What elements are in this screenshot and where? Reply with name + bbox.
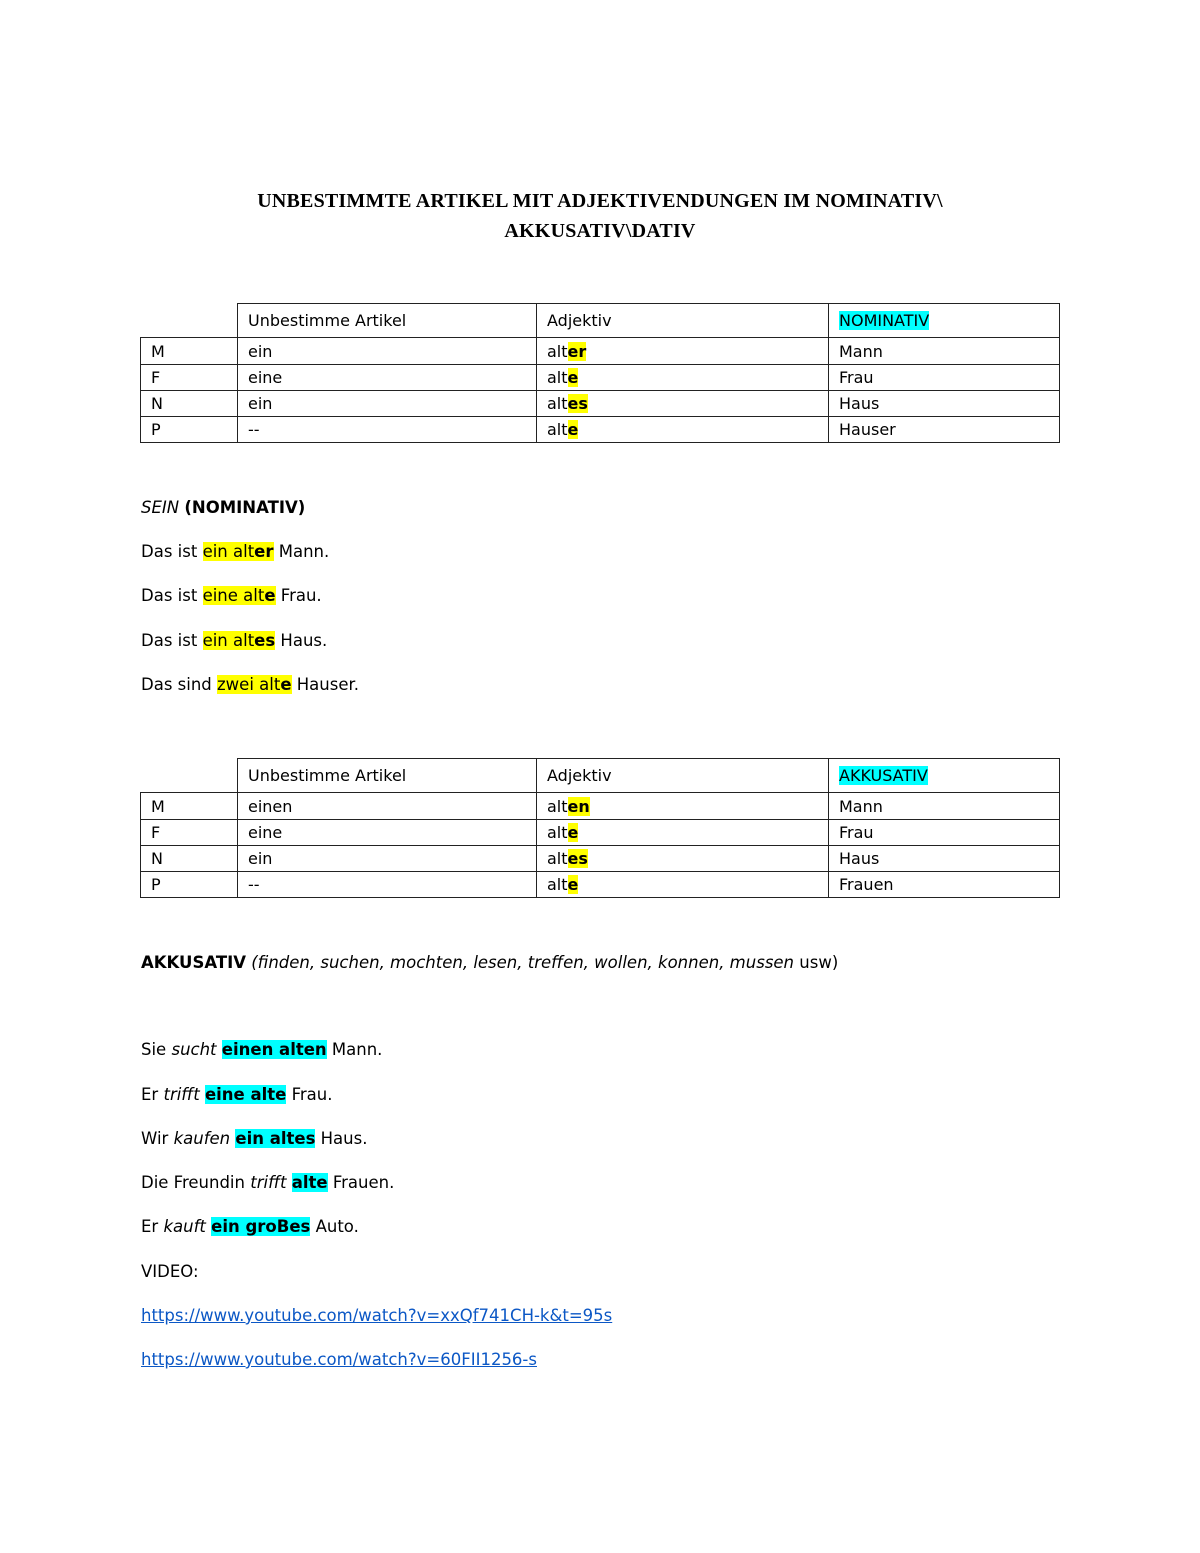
- case-label-highlight: AKKUSATIV: [839, 766, 928, 785]
- table-row: [141, 391, 1060, 417]
- sentence-highlight: ein altes: [235, 1129, 316, 1148]
- sentence-highlight: alte: [291, 1173, 328, 1192]
- gender-cell: F: [141, 820, 238, 846]
- akkusativ-heading-verbs: (finden, suchen, mochten, lesen, treffen, wollen, konnen, mussen: [251, 953, 795, 972]
- sentence-highlight: einen alten: [221, 1040, 327, 1059]
- sentence-subject: Die Freundin: [141, 1173, 251, 1192]
- gender-cell: F: [141, 365, 238, 391]
- akkusativ-sentence: [141, 1172, 394, 1194]
- sein-sentence: [141, 541, 329, 563]
- sein-sentence: [141, 630, 327, 652]
- video-link-1-line: [141, 1305, 612, 1327]
- gender-cell: M: [141, 793, 238, 820]
- highlight-plain: zwei alt: [217, 675, 281, 694]
- noun-cell: Hauser: [829, 417, 1060, 443]
- sentence-suffix: Mann.: [273, 542, 330, 561]
- sentence-subject: Sie: [141, 1040, 172, 1059]
- video-link-1[interactable]: https://www.youtube.com/watch?v=xxQf741CH-k&t=95s: [141, 1306, 613, 1325]
- video-link-2[interactable]: https://www.youtube.com/watch?v=60FII1256-s: [141, 1350, 537, 1369]
- gender-cell: N: [141, 391, 238, 417]
- article-cell: --: [238, 417, 537, 443]
- sentence-verb: kaufen: [173, 1129, 231, 1148]
- sentence-prefix: Das ist: [141, 631, 203, 650]
- sentence-suffix: Haus.: [275, 631, 328, 650]
- adjective-stem: alt: [547, 368, 568, 387]
- adjective-ending: e: [567, 420, 579, 439]
- noun-cell: Haus: [829, 846, 1060, 872]
- adjective-ending: e: [567, 368, 579, 387]
- highlight-plain: eine alt: [202, 586, 265, 605]
- table-row: [141, 338, 1060, 365]
- header-cell-empty: [141, 304, 238, 338]
- table-row: [141, 820, 1060, 846]
- document-title: [140, 186, 1060, 246]
- sentence-verb: trifft: [163, 1085, 200, 1104]
- highlight-plain: ein alt: [202, 631, 255, 650]
- adjective-cell: [537, 820, 829, 846]
- sein-sentence: [141, 585, 322, 607]
- akkusativ-heading: [141, 952, 838, 974]
- sentence-prefix: Das ist: [141, 542, 203, 561]
- video-label: VIDEO:: [141, 1262, 199, 1281]
- sentence-suffix: Auto.: [310, 1217, 359, 1236]
- sentence-verb: sucht: [171, 1040, 217, 1059]
- adjective-stem: alt: [547, 394, 568, 413]
- adjective-ending: e: [567, 875, 579, 894]
- adjective-ending: en: [567, 796, 590, 816]
- table-header-row: [141, 759, 1060, 793]
- sein-heading-bold: (NOMINATIV): [184, 498, 306, 517]
- article-cell: ein: [238, 846, 537, 872]
- sentence-highlight: [203, 542, 274, 561]
- article-cell: ein: [238, 391, 537, 417]
- adjective-ending: er: [567, 341, 587, 361]
- header-cell-case: [829, 759, 1060, 793]
- adjective-ending: e: [567, 823, 579, 842]
- sentence-prefix: Das ist: [141, 586, 203, 605]
- article-cell: einen: [238, 793, 537, 820]
- sentence-suffix: Frau.: [275, 586, 322, 605]
- sein-heading-italic: SEIN: [141, 498, 180, 517]
- gender-cell: N: [141, 846, 238, 872]
- sentence-subject: Er: [141, 1217, 164, 1236]
- highlight-plain: ein alt: [202, 542, 255, 561]
- akkusativ-sentence: [141, 1216, 359, 1238]
- sentence-suffix: Frau.: [286, 1085, 333, 1104]
- article-cell: --: [238, 872, 537, 898]
- adjective-stem: alt: [547, 823, 568, 842]
- sentence-subject: Wir: [141, 1129, 174, 1148]
- table-row: [141, 846, 1060, 872]
- header-cell-case: [829, 304, 1060, 338]
- sentence-highlight: [217, 675, 292, 694]
- gender-cell: P: [141, 417, 238, 443]
- adjective-stem: alt: [547, 849, 568, 868]
- table-header-row: [141, 304, 1060, 338]
- noun-cell: Mann: [829, 793, 1060, 820]
- highlight-ending: e: [264, 586, 276, 605]
- sentence-highlight: [203, 586, 276, 605]
- sentence-highlight: eine alte: [204, 1085, 287, 1104]
- akkusativ-sentence: [141, 1128, 367, 1150]
- title-line-2: AKKUSATIV\DATIV: [504, 220, 696, 242]
- header-cell-article: Unbestimme Artikel: [238, 759, 537, 793]
- sentence-verb: kauft: [163, 1217, 206, 1236]
- header-cell-article: Unbestimme Artikel: [238, 304, 537, 338]
- akkusativ-table: [140, 758, 1060, 898]
- akkusativ-heading-tail: usw): [794, 953, 839, 972]
- header-cell-adjective: Adjektiv: [537, 304, 829, 338]
- header-cell-empty: [141, 759, 238, 793]
- video-link-2-line: [141, 1349, 537, 1371]
- adjective-cell: [537, 338, 829, 365]
- sentence-subject: Er: [141, 1085, 164, 1104]
- table-row: [141, 365, 1060, 391]
- adjective-stem: alt: [547, 875, 568, 894]
- sentence-suffix: Hauser.: [291, 675, 360, 694]
- adjective-cell: [537, 417, 829, 443]
- nominativ-table: [140, 303, 1060, 443]
- header-cell-adjective: Adjektiv: [537, 759, 829, 793]
- sentence-highlight: [203, 631, 276, 650]
- table-row: [141, 793, 1060, 820]
- gender-cell: P: [141, 872, 238, 898]
- noun-cell: Mann: [829, 338, 1060, 365]
- adjective-stem: alt: [547, 420, 568, 439]
- sentence-prefix: Das sind: [141, 675, 218, 694]
- table-row: [141, 417, 1060, 443]
- article-cell: eine: [238, 820, 537, 846]
- title-line-1: UNBESTIMMTE ARTIKEL MIT ADJEKTIVENDUNGEN IM NOMINATIV\: [257, 190, 943, 212]
- sentence-suffix: Haus.: [315, 1129, 368, 1148]
- noun-cell: Frau: [829, 820, 1060, 846]
- noun-cell: Haus: [829, 391, 1060, 417]
- adjective-stem: alt: [547, 796, 568, 816]
- akkusativ-sentence: [141, 1084, 332, 1106]
- sentence-suffix: Frauen.: [327, 1173, 395, 1192]
- adjective-cell: [537, 391, 829, 417]
- highlight-ending: es: [254, 631, 276, 650]
- table-row: [141, 872, 1060, 898]
- adjective-cell: [537, 365, 829, 391]
- adjective-ending: es: [567, 849, 588, 868]
- sentence-suffix: Mann.: [326, 1040, 383, 1059]
- article-cell: ein: [238, 338, 537, 365]
- sein-heading: [141, 497, 305, 519]
- highlight-ending: er: [254, 542, 274, 561]
- adjective-cell: [537, 793, 829, 820]
- noun-cell: Frauen: [829, 872, 1060, 898]
- highlight-ending: e: [280, 675, 292, 694]
- sein-sentence: [141, 674, 359, 696]
- adjective-cell: [537, 846, 829, 872]
- sentence-highlight: ein groBes: [211, 1217, 311, 1236]
- adjective-ending: es: [567, 394, 588, 413]
- adjective-stem: alt: [547, 341, 568, 361]
- gender-cell: M: [141, 338, 238, 365]
- case-label-highlight: NOMINATIV: [839, 311, 930, 330]
- noun-cell: Frau: [829, 365, 1060, 391]
- article-cell: eine: [238, 365, 537, 391]
- adjective-cell: [537, 872, 829, 898]
- sentence-verb: trifft: [250, 1173, 287, 1192]
- akkusativ-sentence: [141, 1039, 382, 1061]
- akkusativ-heading-bold: AKKUSATIV: [141, 953, 246, 972]
